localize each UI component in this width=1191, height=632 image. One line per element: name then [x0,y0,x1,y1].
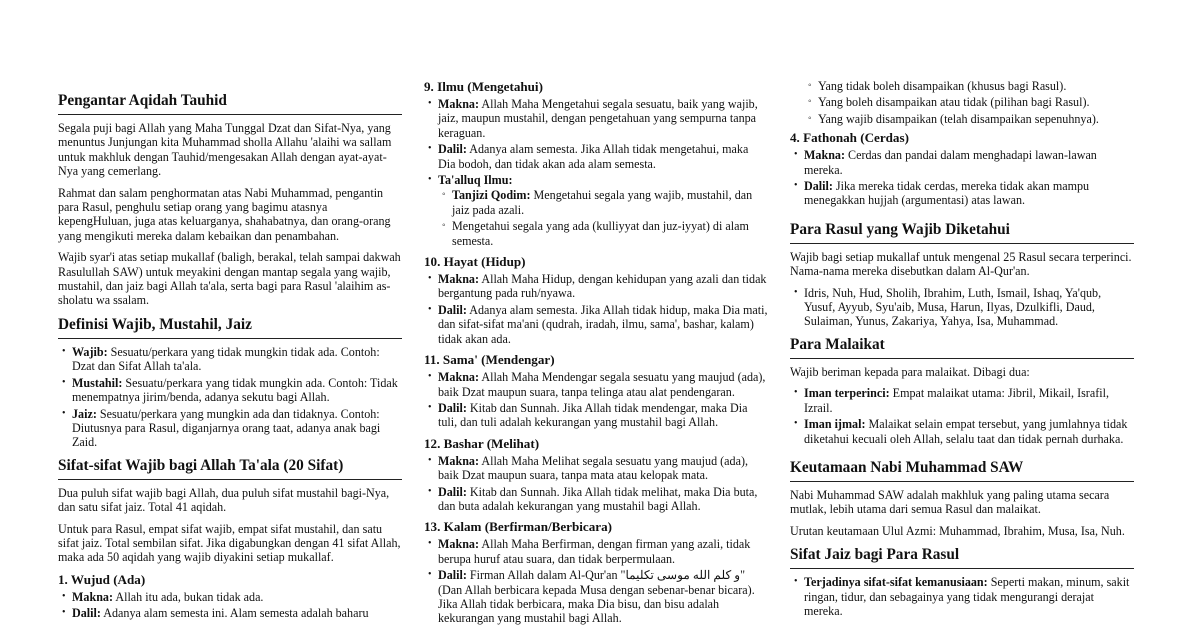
paragraph: Nabi Muhammad SAW adalah makhluk yang paling utama secara mutlak, lebih utama dari semua Rasul dan malaikat. [790,487,1110,517]
list-item [438,568,768,626]
subheading-sama: 11. Sama' (Mendengar) [424,352,555,368]
list-item [438,173,768,248]
section-title-keutamaan: Keutamaan Nabi Muhammad SAW [790,458,1134,482]
item-text: Kitab dan Sunnah. Jika Allah tidak melihat, maka Dia buta, dan buta adalah kekurangan yang mustahil bagi Allah. [438,484,758,513]
list-item: • Idris, Nuh, Hud, Sholih, Ibrahim, Luth, Ismail, Ishaq, Ya'qub, Yusuf, Ayyub, Syu'aib, Musa, Harun, Ilyas, Dzulkifli, Daud, Sulaiman, Yunus, Zakariya, Yahya, Isa, Muhammad. [804,286,1134,329]
item-text: Malaikat selain empat tersebut, yang jumlahnya tidak diketahui kecuali oleh Allah, selalu taat dan tidak pernah durhaka. [804,417,1128,446]
item-text: Adanya alam semesta. Jika Allah tidak hidup, maka Dia mati, dan sifat-sifat ma'ani (qudrah, iradah, ilmu, sama', bashar, kalam) tidak akan ada. [438,302,768,346]
paragraph: Segala puji bagi Allah yang Maha Tunggal Dzat dan Sifat-Nya, yang menuntus Junjungan kita Muhammad sholla Allahu 'alaihi wa sallam untuk makhluk dengan Tauhid/mengesakan Allah dengan ayat-ayat-Nya yang cemerlang. [58,121,392,179]
list-item [72,407,402,450]
list-item [452,188,768,217]
list-item [72,376,402,405]
item-text: Allah Maha Hidup, dengan kehidupan yang azali dan tidak bergantung pada ruh/nyawa. [438,272,767,301]
malaikat-list [790,386,1134,446]
nested-list [438,188,768,248]
list-item [438,303,768,346]
section-title-rasul: Para Rasul yang Wajib Diketahui [790,220,1134,244]
list-item [438,97,768,140]
item-text: Sesuatu/perkara yang mungkin ada dan tidaknya. Contoh: Diutusnya para Rasul, diganjarnya orang taat, adanya anak bagi Zaid. [72,406,381,450]
list-item [438,142,768,171]
column-1 [58,91,402,627]
item-text: Allah Maha Berfirman, dengan firman yang azali, tidak berupa huruf atau suara, dan tidak berpermulaan. [438,537,751,566]
item-text: Allah Maha Melihat segala sesuatu yang maujud (ada), baik Dzat maupun suara, tanpa mata atau kelopak mata. [438,453,749,483]
list-item [438,272,768,301]
item-text: Allah Maha Mendengar segala sesuatu yang maujud (ada), baik Dzat maupun suara, tanpa telinga atau alat pendengaran. [438,370,766,399]
item-text: Seperti makan, minum, sakit ringan, tidur, dan sebagainya yang tidak mengurangi derajat mereka. [804,575,1130,618]
term: Dalil: [438,400,467,415]
item-text: Sesuatu/perkara yang tidak mungkin tidak ada. Contoh: Dzat dan Sifat Allah ta'ala. [72,344,380,374]
list-item [72,606,402,620]
rasul-list [790,286,1134,329]
term: Makna: [72,589,113,604]
subheading-fathonah: 4. Fathonah (Cerdas) [790,130,909,146]
subheading-wujud: 1. Wujud (Ada) [58,571,146,587]
list-item [72,345,402,374]
ilmu-list [424,97,768,248]
item-text: Empat malaikat utama: Jibril, Mikail, Israfil, Izrail. [804,386,1109,415]
section-title-definisi: Definisi Wajib, Mustahil, Jaiz [58,315,402,339]
item-text: Mengetahui segala yang ada (kulliyyat dan juz-iyyat) di alam semesta. [452,219,749,248]
term: Dalil: [438,568,467,583]
list-item [804,148,1134,177]
term: Mustahil: [72,375,123,390]
list-item [804,386,1134,415]
paragraph: Untuk para Rasul, empat sifat wajib, empat sifat mustahil, dan satu sifat jaiz. Total sembilan sifat. Jika digabungkan dengan 41 sifat Allah, maka ada 50 aqidah yang wajib diyakini setiap mukallaf. [58,521,401,565]
item-text: Allah itu ada, bukan tidak ada. [113,589,264,604]
term: Tanjizi Qodim: [452,188,531,203]
subheading-hayat: 10. Hayat (Hidup) [424,254,526,270]
list-item: ◦ Yang tidak boleh disampaikan (khusus bagi Rasul). [818,79,1134,93]
term: Makna: [804,148,845,163]
section-title-malaikat: Para Malaikat [790,335,1134,359]
section-title-sifat-wajib: Sifat-sifat Wajib bagi Allah Ta'ala (20 Sifat) [58,456,402,480]
term: Dalil: [804,179,833,194]
item-text: Adanya alam semesta ini. Alam semesta adalah baharu [100,606,369,621]
item-text: Firman Allah dalam Al-Qur'an "و كلم الله موسى تكليما" (Dan Allah berbicara kepada Musa dengan sebenar-benar bicara). Jika Allah tidak berbicara, maka Dia bisu, dan bisu adalah kekurangan yang mustahil bagi Allah. [438,568,755,626]
fathonah-list [790,148,1134,208]
tabligh-list [790,79,1134,126]
item-text: Allah Maha Mengetahui segala sesuatu, baik yang wajib, jaiz, maupun mustahil, dengan pengetahuan yang sempurna tanpa keraguan. [438,97,758,140]
term: Dalil: [72,606,101,621]
term: Terjadinya sifat-sifat kemanusiaan: [804,575,988,590]
term: Wajib: [72,344,108,359]
item-text: Jika mereka tidak cerdas, mereka tidak akan mampu menegakkan hujjah (argumentasi) atas lawan. [804,179,1090,208]
hayat-list [424,272,768,346]
list-item [804,575,1134,618]
paragraph: Rahmat dan salam penghormatan atas Nabi Muhammad, pengantin para Rasul, penghulu setiap orang yang bagimu atasnya kepengHuluan, juga atas keluarganya, shahabatnya, dan orang-orang yang mengikuti mereka dalam kebaikan dan penambahan. [58,185,391,243]
item-text: Sesuatu/perkara yang tidak mungkin ada. Contoh: Tidak menempatnya jirim/benda, adanya sekutu bagi Allah. [72,375,398,405]
list-item [438,454,768,483]
item-text: Kitab dan Sunnah. Jika Allah tidak mendengar, maka Dia tuli, dan tuli adalah kekurangan yang mustahil bagi Allah. [438,400,748,430]
list-item [438,401,768,430]
subheading-ilmu: 9. Ilmu (Mengetahui) [424,79,543,94]
term: Makna: [438,537,479,552]
term: Iman ijmal: [804,417,866,432]
term: Ta'alluq Ilmu: [438,173,513,188]
subheading-bashar: 12. Bashar (Melihat) [424,435,540,451]
bashar-list [424,454,768,514]
term: Makna: [438,370,479,385]
list-item [452,219,768,248]
list-item [438,370,768,399]
paragraph: Wajib syar'i atas setiap mukallaf (baligh, berakal, telah sampai dakwah Rasulullah SAW) untuk meyakini dengan mantap segala yang wajib, mustahil, dan jaiz bagi Allah ta'ala, serta bagi para Rasul 'alaihim as-sholatu wa ssalam. [58,250,401,308]
wujud-list [58,590,402,621]
list-item [804,179,1134,208]
item-text: Mengetahui segala yang wajib, mustahil, dan jaiz pada azali. [452,188,753,217]
term: Dalil: [438,142,467,157]
kalam-list [424,537,768,625]
list-item [804,417,1134,446]
paragraph: Wajib bagi setiap mukallaf untuk mengenal 25 Rasul secara terperinci. Nama-nama mereka disebutkan dalam Al-Qur'an. [790,249,1132,279]
term: Makna: [438,97,479,111]
item-text: Cerdas dan pandai dalam menghadapi lawan-lawan mereka. [804,148,1097,177]
section-title-jaiz: Sifat Jaiz bagi Para Rasul [790,545,1134,569]
term: Dalil: [438,302,467,317]
jaiz-list [790,575,1134,618]
term: Dalil: [438,484,467,499]
item-text: Adanya alam semesta. Jika Allah tidak mengetahui, maka Dia bodoh, dan tidak akan ada alam semesta. [438,142,749,171]
definition-list [58,345,402,450]
term: Jaiz: [72,406,97,421]
column-3 [790,79,1134,624]
section-title-pengantar: Pengantar Aqidah Tauhid [58,91,402,115]
column-2 [424,79,768,632]
term: Iman terperinci: [804,386,890,401]
subheading-kalam: 13. Kalam (Berfirman/Berbicara) [424,519,612,535]
sama-list [424,370,768,430]
list-item [438,537,768,566]
term: Makna: [438,272,479,287]
list-item: ◦ Yang boleh disampaikan atau tidak (pilihan bagi Rasul). [818,95,1134,109]
list-item [72,590,402,604]
paragraph: Urutan keutamaan Ulul Azmi: Muhammad, Ibrahim, Musa, Isa, Nuh. [790,523,1125,538]
paragraph: Dua puluh sifat wajib bagi Allah, dua puluh sifat mustahil bagi-Nya, dan satu sifat jaiz. Total 41 aqidah. [58,485,390,515]
term: Makna: [438,453,479,468]
paragraph: Wajib beriman kepada para malaikat. Dibagi dua: [790,364,1030,379]
list-item [438,485,768,514]
list-item: ◦ Yang wajib disampaikan (telah disampaikan sepenuhnya). [818,112,1134,126]
